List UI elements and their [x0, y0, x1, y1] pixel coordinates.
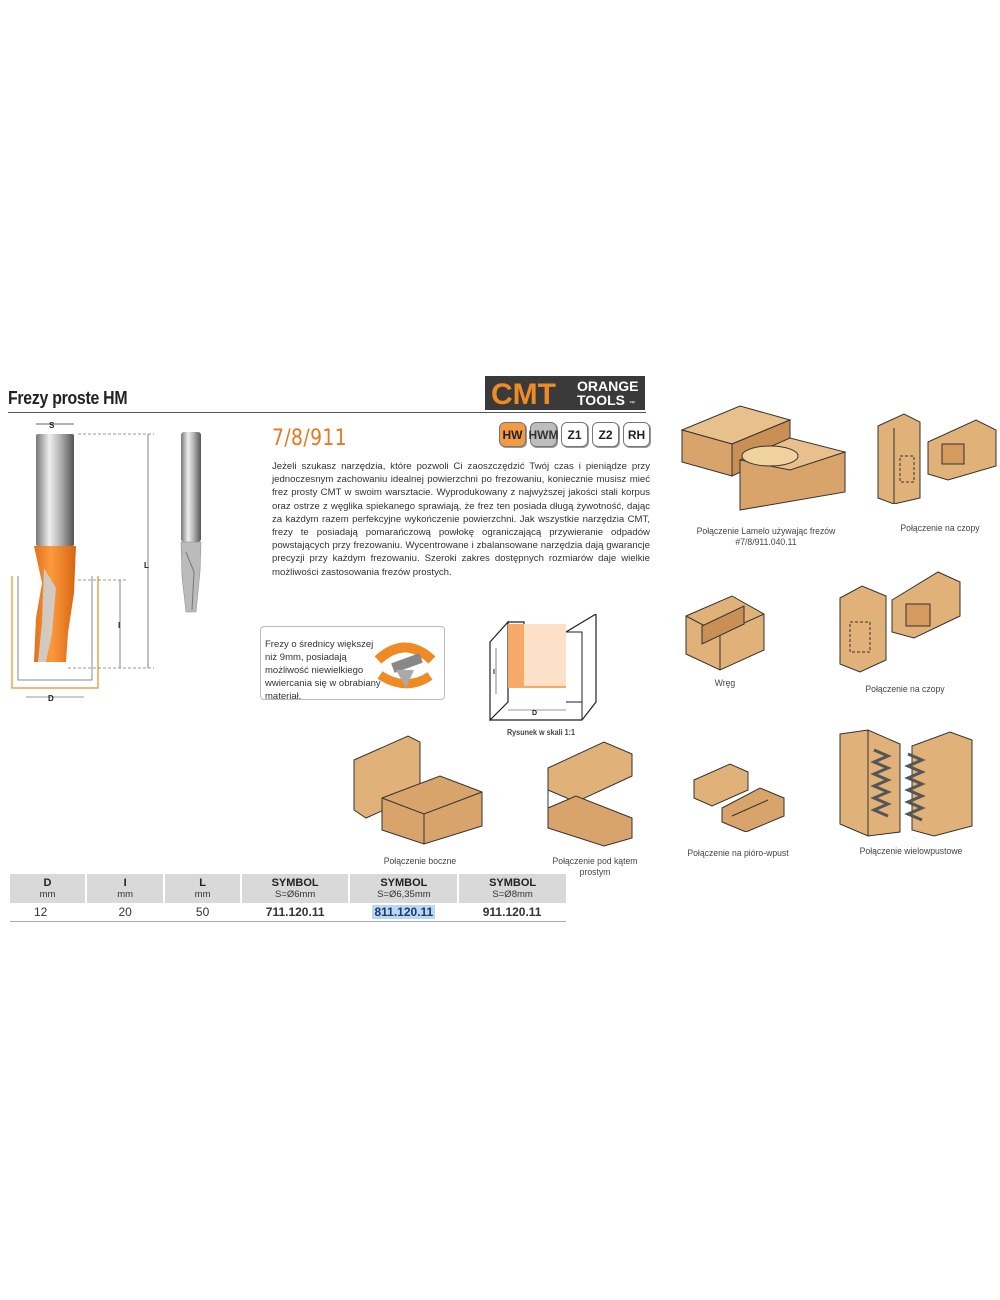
- mortise-joint-illustration-2: [838, 568, 962, 674]
- table-header-row: [10, 874, 566, 903]
- lamello-joint-illustration: [680, 400, 850, 516]
- badge-hw: HW: [499, 422, 526, 447]
- caption-boczne: Połączenie boczne: [383, 856, 457, 867]
- badge-z2: Z2: [592, 422, 619, 447]
- scale-dim-d: D: [532, 710, 538, 717]
- dim-d-label: D: [48, 694, 54, 703]
- product-description: Jeżeli szukasz narzędzia, które pozwoli Ci zaoszczędzić Twój czas i pieniądze przy jednoczesnym zachowaniu idealnej powierzchni po frezowaniu, koniecznie musisz mieć frez prosty CMT w swoim warsztacie. Wyprodukowany z najwyższej jakości stali korpus oraz ostrze z węglika spiekanego sprawiają, że frez ten posiada długą żywotność, dając za każdym razem perfekcyjne wykończenie powierzchni. Jak wszystkie narzędzia CMT, frezy te posiadają pomarańczową powłokę ograniczającą przywieranie odpadów powstających przy frezowaniu. Wycentrowane i zbalansowane narzędzia dają gwarancje precyzji przy każdym frezowaniu. Szeroki zakres dostępnych rozmiarów daje wielkie możliwości zastosowania frezów prostych.: [272, 461, 650, 578]
- cell-l: 50: [164, 903, 240, 922]
- page-title: Frezy proste HM: [8, 388, 128, 408]
- dim-i-label: I: [118, 621, 121, 630]
- badge-z1: Z1: [561, 422, 588, 447]
- plunge-cutter-icon: [370, 630, 442, 696]
- caption-lamello: Połączenie Lamelo używając frezów #7/8/911.040.11: [696, 526, 836, 548]
- cmt-logo: [485, 376, 645, 410]
- col-l: L mm: [164, 874, 240, 903]
- cell-i: 20: [86, 903, 164, 922]
- note-text: Frezy o średnicy większej niż 9mm, posiadają możliwość niewielkiego wwiercania się w obrabiany materiał.: [265, 639, 381, 702]
- table-row: [10, 903, 566, 922]
- col-d: D mm: [10, 874, 86, 903]
- product-code: 7/8/911: [272, 426, 348, 451]
- caption-czopy-2: Połączenie na czopy: [865, 684, 945, 695]
- badge-rh: RH: [623, 422, 650, 447]
- dim-s-label: S: [49, 421, 55, 430]
- scale-caption: Rysunek w skali 1:1: [506, 728, 576, 737]
- cell-symbol-6: 711.120.11: [241, 903, 350, 922]
- cell-symbol-8: 911.120.11: [458, 903, 566, 922]
- logo-brand: CMT: [491, 378, 556, 410]
- col-symbol-635: SYMBOL S=Ø6,35mm: [349, 874, 458, 903]
- title-divider: [8, 412, 646, 413]
- caption-pioro: Połączenie na pióro-wpust: [687, 848, 789, 859]
- caption-katem: Połączenie pod kątem prostym: [552, 856, 638, 878]
- scale-dim-i: I: [493, 669, 495, 676]
- right-angle-joint-illustration: [546, 738, 636, 848]
- finger-joint-illustration: [838, 728, 974, 838]
- cell-d: 12: [10, 903, 86, 922]
- tongue-groove-joint-illustration: [692, 760, 786, 832]
- cell-symbol-635[interactable]: 811.120.11: [349, 903, 458, 922]
- rabbet-joint-illustration: [684, 592, 768, 672]
- side-joint-illustration: [352, 734, 484, 846]
- groove-scale-drawing: [486, 614, 606, 726]
- badge-hwm: HWM: [530, 422, 557, 447]
- caption-wielowpustowe: Połączenie wielowpustowe: [859, 846, 963, 857]
- cutter-photo: [176, 432, 206, 614]
- caption-wreg: Wręg: [714, 678, 736, 689]
- logo-line2: TOOLS: [577, 392, 625, 408]
- caption-czopy-1: Połączenie na czopy: [900, 523, 980, 534]
- logo-line1: ORANGE: [577, 378, 639, 394]
- spec-table: [10, 874, 566, 922]
- col-symbol-8: SYMBOL S=Ø8mm: [458, 874, 566, 903]
- col-i: I mm: [86, 874, 164, 903]
- mortise-joint-illustration-1: [876, 408, 1000, 504]
- cutter-technical-drawing: [8, 418, 168, 708]
- col-symbol-6: SYMBOL S=Ø6mm: [241, 874, 350, 903]
- spec-badges: [499, 422, 650, 447]
- dim-l-label: L: [144, 561, 149, 570]
- logo-tm: ™: [629, 401, 635, 407]
